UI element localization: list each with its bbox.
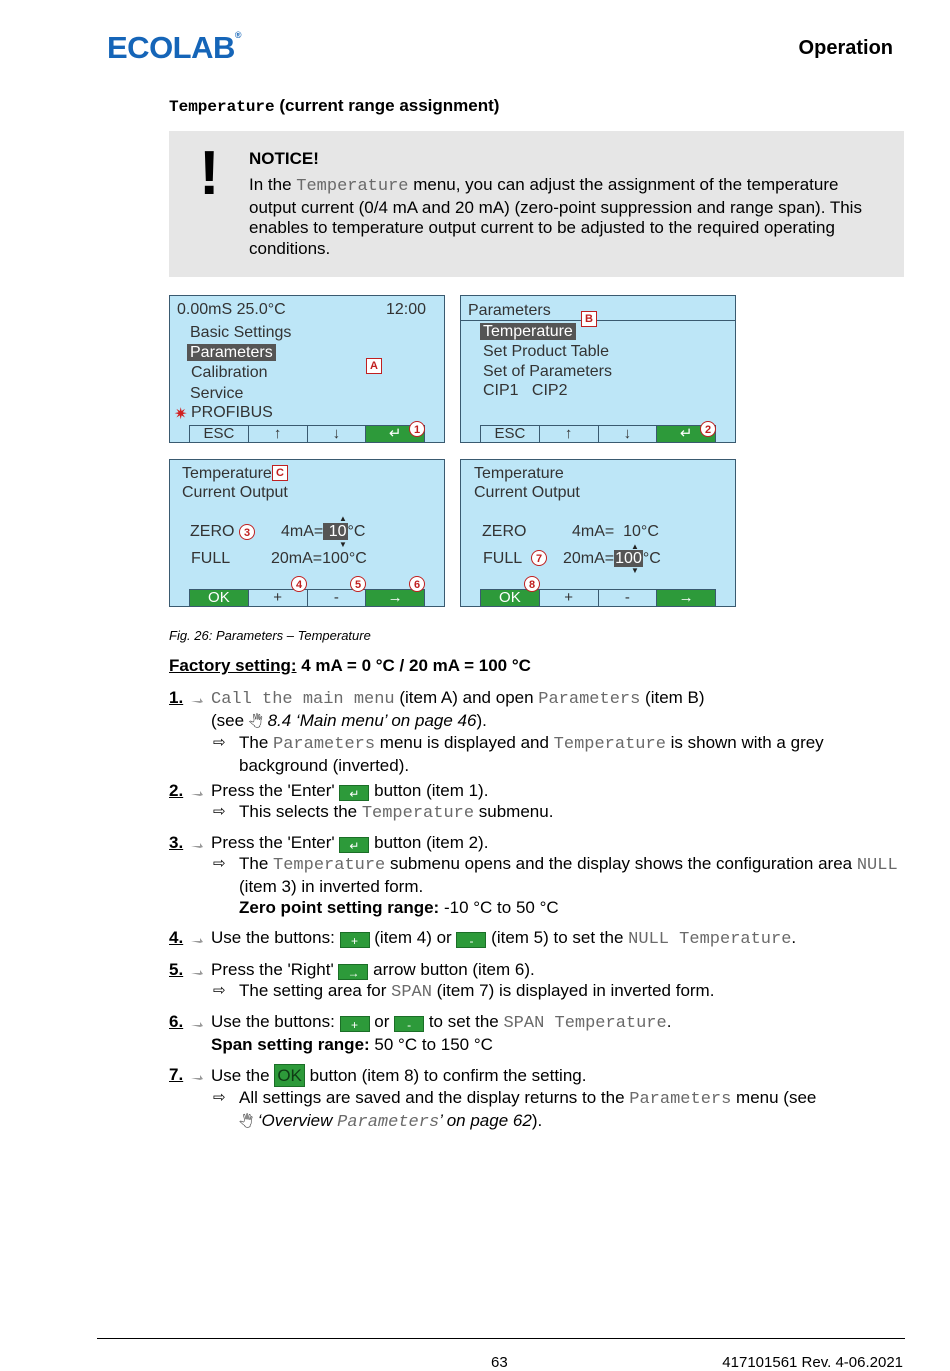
heading-text: (current range assignment) xyxy=(274,96,500,115)
step-body: Press the 'Enter' ↵ button (item 2). ⇨ The Temperature submenu opens and the display shows the configuration area NULL (item 3) in inverted form. Zero point setting range: -10 °C to 50 °C xyxy=(211,832,911,918)
step-result: ⇨ This selects the Temperature submenu. xyxy=(213,802,554,823)
step-body: Press the 'Right' → arrow button (item 6). ⇨ The setting area for SPAN (item 7) is displayed in inverted form. xyxy=(211,959,911,1003)
menu-item-set-of-parameters[interactable]: Set of Parameters xyxy=(483,363,612,380)
up-triangle-icon: ▲ xyxy=(339,514,347,523)
step-body: Call the main menu (item A) and open Parameters (item B) (see 🖑 8.4 ‘Main menu’ on page 46). ⇨ The Parameters menu is displayed and Temperature is shown with a grey background (inverted). xyxy=(211,687,911,776)
step-body: Use the buttons: + (item 4) or - (item 5) to set the NULL Temperature. xyxy=(211,928,797,949)
marker-2: 2 xyxy=(700,421,716,437)
plus-button[interactable]: + xyxy=(539,590,598,606)
footer-divider xyxy=(97,1338,905,1339)
step-arrow-icon xyxy=(191,1017,203,1027)
enter-button[interactable]: ↵ xyxy=(656,426,716,442)
menu-item-calibration[interactable]: Calibration xyxy=(191,364,268,381)
star-icon: ✷ xyxy=(174,406,188,423)
up-arrow-button[interactable]: ↑ xyxy=(539,426,598,442)
step-arrow-icon xyxy=(191,693,203,703)
step-number: 7. xyxy=(169,1065,184,1084)
overview-parameters-link[interactable]: ‘Overview Parameters’ on page 62 xyxy=(253,1111,532,1132)
minus-button-icon: - xyxy=(394,1016,424,1032)
step-number: 1. xyxy=(169,688,184,707)
marker-a: A xyxy=(366,358,382,374)
step-arrow-icon xyxy=(191,933,203,943)
display-screen-main-menu xyxy=(169,295,445,443)
menu-item-service[interactable]: Service xyxy=(190,385,244,402)
notice-text: In the Temperature menu, you can adjust the assignment of the temperature output current (0/4 mA and 20 mA) (zero-point suppression and range span). This enables to temperature output current to be adjusted to the required operating conditions. xyxy=(249,175,862,258)
menu-item-cip[interactable]: CIP1 CIP2 xyxy=(483,382,568,399)
section-title: Operation xyxy=(798,37,893,59)
esc-button[interactable]: ESC xyxy=(480,426,539,442)
title-divider xyxy=(461,320,735,321)
menu-item-basic-settings[interactable]: Basic Settings xyxy=(190,324,292,341)
result-arrow-icon: ⇨ xyxy=(213,855,226,872)
step-arrow-icon xyxy=(191,838,203,848)
full-label: FULL xyxy=(191,550,231,567)
minus-button[interactable]: - xyxy=(307,590,366,606)
step-number: 5. xyxy=(169,960,184,979)
down-triangle-icon: ▼ xyxy=(339,540,347,549)
enter-button[interactable]: ↵ xyxy=(365,426,425,442)
ok-button-icon: OK xyxy=(274,1064,305,1087)
down-arrow-button[interactable]: ↓ xyxy=(598,426,657,442)
right-arrow-button-icon: → xyxy=(338,964,368,980)
plus-button[interactable]: + xyxy=(248,590,307,606)
step-body: Use the buttons: + or - to set the SPAN Temperature. Span setting range: 50 °C to 150 °C xyxy=(211,1012,672,1054)
exclamation-icon: ! xyxy=(199,139,220,208)
screen-title: Temperature xyxy=(474,465,564,482)
ok-button[interactable]: OK xyxy=(189,590,248,606)
softkey-bar xyxy=(189,589,425,606)
status-time: 12:00 xyxy=(386,301,427,318)
step-body: Use the OK button (item 8) to confirm the setting. ⇨ All settings are saved and the display returns to the Parameters menu (see 🖑 ‘Overview Parameters’ on page 62). xyxy=(211,1064,911,1133)
display-screen-temperature-zero xyxy=(169,459,445,607)
down-triangle-icon: ▼ xyxy=(631,566,639,575)
screen-subtitle: Current Output xyxy=(182,484,288,501)
step-number: 3. xyxy=(169,833,184,852)
up-triangle-icon: ▲ xyxy=(631,542,639,551)
step-result: ⇨ The Parameters menu is displayed and Temperature is shown with a grey background (inverted). xyxy=(213,733,824,775)
display-screen-temperature-span xyxy=(460,459,736,607)
ok-button[interactable]: OK xyxy=(480,590,539,606)
marker-3: 3 xyxy=(239,524,255,540)
enter-button-icon: ↵ xyxy=(339,837,369,853)
full-value[interactable]: 20mA=100°C xyxy=(563,550,661,567)
marker-1: 1 xyxy=(409,421,425,437)
step-result: ⇨ All settings are saved and the display returns to the Parameters menu (see 🖑 ‘Overview Parameters’ on page 62). xyxy=(213,1088,817,1132)
step-number: 4. xyxy=(169,928,184,947)
menu-item-set-product-table[interactable]: Set Product Table xyxy=(483,343,610,360)
result-arrow-icon: ⇨ xyxy=(213,803,226,820)
minus-button-icon: - xyxy=(456,932,486,948)
right-arrow-button[interactable]: → xyxy=(656,590,716,606)
marker-7: 7 xyxy=(531,550,547,566)
zero-label: ZERO xyxy=(482,523,527,540)
screen-title: Parameters xyxy=(468,302,551,319)
display-screen-parameters xyxy=(460,295,736,443)
marker-6: 6 xyxy=(409,576,425,592)
marker-5: 5 xyxy=(350,576,366,592)
step-arrow-icon xyxy=(191,1070,203,1080)
step-number: 6. xyxy=(169,1012,184,1031)
enter-button-icon: ↵ xyxy=(339,785,369,801)
up-arrow-button[interactable]: ↑ xyxy=(248,426,307,442)
step-number: 2. xyxy=(169,781,184,800)
marker-c: C xyxy=(272,465,288,481)
plus-button-icon: + xyxy=(340,932,370,948)
main-menu-link[interactable]: 8.4 ‘Main menu’ on page 46 xyxy=(262,711,477,730)
result-arrow-icon: ⇨ xyxy=(213,1089,226,1106)
full-value: 20mA=100°C xyxy=(271,550,367,567)
ecolab-logo: ECOLAB® xyxy=(107,30,242,65)
result-arrow-icon: ⇨ xyxy=(213,734,226,751)
down-arrow-button[interactable]: ↓ xyxy=(307,426,366,442)
notice-title: NOTICE! xyxy=(249,149,319,168)
right-arrow-button[interactable]: → xyxy=(365,590,425,606)
marker-4: 4 xyxy=(291,576,307,592)
zero-value: 4mA= 10°C xyxy=(572,523,659,540)
softkey-bar xyxy=(189,425,425,442)
menu-item-profibus[interactable]: PROFIBUS xyxy=(191,404,273,421)
menu-item-parameters[interactable]: Parameters xyxy=(187,344,276,362)
result-arrow-icon: ⇨ xyxy=(213,982,226,999)
softkey-bar xyxy=(480,589,716,606)
softkey-bar xyxy=(480,425,716,442)
section-heading xyxy=(169,96,499,116)
step-body: Press the 'Enter' ↵ button (item 1). ⇨ This selects the Temperature submenu. xyxy=(211,780,911,824)
status-line: 0.00mS 25.0°C xyxy=(177,301,286,318)
marker-b: B xyxy=(581,311,597,327)
menu-item-temperature[interactable]: Temperature xyxy=(480,323,576,341)
full-label: FULL xyxy=(483,550,523,567)
link-icon: 🖑 xyxy=(239,1114,254,1129)
page-number: 63 xyxy=(491,1354,508,1371)
notice-box xyxy=(169,131,904,277)
step-result: ⇨ The Temperature submenu opens and the display shows the configuration area NULL (item 3) in inverted form. Zero point setting range: -10 °C to 50 °C xyxy=(213,854,898,917)
step-result: ⇨ The setting area for SPAN (item 7) is displayed in inverted form. xyxy=(213,981,715,1002)
figure-caption: Fig. 26: Parameters – Temperature xyxy=(169,628,371,643)
screen-subtitle: Current Output xyxy=(474,484,580,501)
marker-8: 8 xyxy=(524,576,540,592)
step-arrow-icon xyxy=(191,786,203,796)
link-icon: 🖑 xyxy=(248,714,263,729)
zero-label: ZERO xyxy=(190,523,235,540)
factory-setting: Factory setting: 4 mA = 0 °C / 20 mA = 100 °C xyxy=(169,656,531,675)
step-arrow-icon xyxy=(191,965,203,975)
screen-title: Temperature xyxy=(182,465,272,482)
minus-button[interactable]: - xyxy=(598,590,657,606)
heading-code: Temperature xyxy=(169,98,275,116)
plus-button-icon: + xyxy=(340,1016,370,1032)
document-reference: 417101561 Rev. 4-06.2021 xyxy=(722,1354,903,1371)
zero-value[interactable]: 4mA= 10°C xyxy=(281,523,366,540)
esc-button[interactable]: ESC xyxy=(189,426,248,442)
